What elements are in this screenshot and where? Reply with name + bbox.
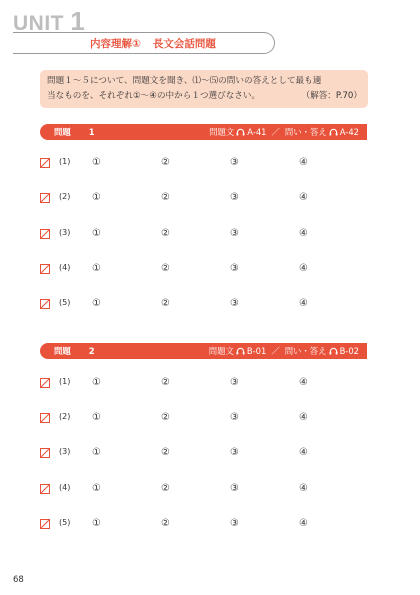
option-4[interactable]: ④ [299, 157, 308, 168]
checkbox-icon[interactable] [40, 448, 50, 458]
row-number: (1) [59, 157, 71, 166]
text-label: 問題文 [209, 127, 235, 137]
question-2-header [40, 343, 367, 359]
question-2-title [54, 345, 95, 357]
subtitle [90, 36, 216, 51]
checkbox-icon[interactable] [40, 299, 50, 309]
answer-row [40, 483, 370, 497]
instruction-box [40, 70, 368, 108]
row-number: (2) [59, 412, 71, 421]
option-4[interactable]: ④ [299, 447, 308, 458]
option-1[interactable]: ① [92, 518, 101, 529]
qa-label: 問い・答え [284, 346, 327, 356]
option-4[interactable]: ④ [299, 377, 308, 388]
option-4[interactable]: ④ [299, 192, 308, 203]
text-track: A-41 [247, 127, 267, 137]
option-2[interactable]: ② [161, 412, 170, 423]
qa-label: 問い・答え [284, 127, 327, 137]
question-number: 1 [88, 127, 95, 137]
headphone-icon [329, 128, 338, 136]
option-2[interactable]: ② [161, 263, 170, 274]
option-1[interactable]: ① [92, 447, 101, 458]
checkbox-icon[interactable] [40, 413, 50, 423]
checkbox-icon[interactable] [40, 229, 50, 239]
row-number: (3) [59, 447, 71, 456]
question-2-audio-ref: 問題文 B-01 ／ 問い・答え B-02 [208, 346, 359, 356]
option-1[interactable]: ① [92, 157, 101, 168]
unit-number: 1 [70, 6, 86, 36]
answer-row [40, 228, 370, 242]
answer-row [40, 412, 370, 426]
text-label: 問題文 [208, 346, 234, 356]
option-1[interactable]: ① [92, 228, 101, 239]
answer-row [40, 377, 370, 391]
option-2[interactable]: ② [161, 157, 170, 168]
option-3[interactable]: ③ [230, 377, 239, 388]
question-1-title [54, 126, 95, 138]
question-1-audio-ref: 問題文 A-41 ／ 問い・答え A-42 [209, 127, 359, 137]
headphone-icon [236, 347, 245, 355]
option-3[interactable]: ③ [230, 518, 239, 529]
row-number: (1) [59, 377, 71, 386]
row-number: (5) [59, 298, 71, 307]
option-4[interactable]: ④ [299, 298, 308, 309]
question-label: 問題 [54, 127, 71, 137]
row-number: (2) [59, 192, 71, 201]
row-number: (3) [59, 228, 71, 237]
option-2[interactable]: ② [161, 518, 170, 529]
checkbox-icon[interactable] [40, 158, 50, 168]
option-1[interactable]: ① [92, 192, 101, 203]
option-3[interactable]: ③ [230, 483, 239, 494]
headphone-icon [236, 128, 245, 136]
option-4[interactable]: ④ [299, 228, 308, 239]
question-number: 2 [88, 346, 95, 356]
text-track: B-01 [246, 346, 267, 356]
checkbox-icon[interactable] [40, 264, 50, 274]
option-2[interactable]: ② [161, 298, 170, 309]
option-4[interactable]: ④ [299, 263, 308, 274]
option-3[interactable]: ③ [230, 447, 239, 458]
answer-row [40, 157, 370, 171]
instruction-line-1: 問題１～５について、問題文を聞き、⑴～⑸の問いの答えとして最も適 [47, 76, 322, 86]
answer-row [40, 447, 370, 461]
row-number: (4) [59, 263, 71, 272]
qa-track: B-02 [339, 346, 359, 356]
option-3[interactable]: ③ [230, 192, 239, 203]
answer-row [40, 298, 370, 312]
page-number: 68 [13, 575, 24, 585]
option-2[interactable]: ② [161, 192, 170, 203]
headphone-icon [329, 347, 338, 355]
option-1[interactable]: ① [92, 263, 101, 274]
question-label: 問題 [54, 346, 71, 356]
option-3[interactable]: ③ [230, 157, 239, 168]
qa-track: A-42 [339, 127, 359, 137]
option-2[interactable]: ② [161, 447, 170, 458]
row-number: (5) [59, 518, 71, 527]
row-number: (4) [59, 483, 71, 492]
option-2[interactable]: ② [161, 483, 170, 494]
checkbox-icon[interactable] [40, 193, 50, 203]
option-3[interactable]: ③ [230, 298, 239, 309]
checkbox-icon[interactable] [40, 484, 50, 494]
checkbox-icon[interactable] [40, 519, 50, 529]
option-2[interactable]: ② [161, 377, 170, 388]
option-1[interactable]: ① [92, 377, 101, 388]
option-1[interactable]: ① [92, 298, 101, 309]
subtitle-right: 長文会話問題 [152, 38, 216, 50]
answer-row [40, 518, 370, 532]
option-3[interactable]: ③ [230, 412, 239, 423]
option-1[interactable]: ① [92, 483, 101, 494]
instruction-line-2: 当なものを、それぞれ①～④の中から１つ選びなさい。 [47, 90, 261, 101]
option-4[interactable]: ④ [299, 483, 308, 494]
answer-row [40, 192, 370, 206]
checkbox-icon[interactable] [40, 378, 50, 388]
option-1[interactable]: ① [92, 412, 101, 423]
option-3[interactable]: ③ [230, 228, 239, 239]
option-3[interactable]: ③ [230, 263, 239, 274]
option-2[interactable]: ② [161, 228, 170, 239]
subtitle-left: 内容理解① [90, 38, 141, 50]
unit-label: UNIT [13, 12, 64, 35]
option-4[interactable]: ④ [299, 518, 308, 529]
question-1-header [40, 124, 367, 140]
answer-reference: （解答：P.70） [301, 90, 362, 101]
answer-row [40, 263, 370, 277]
option-4[interactable]: ④ [299, 412, 308, 423]
